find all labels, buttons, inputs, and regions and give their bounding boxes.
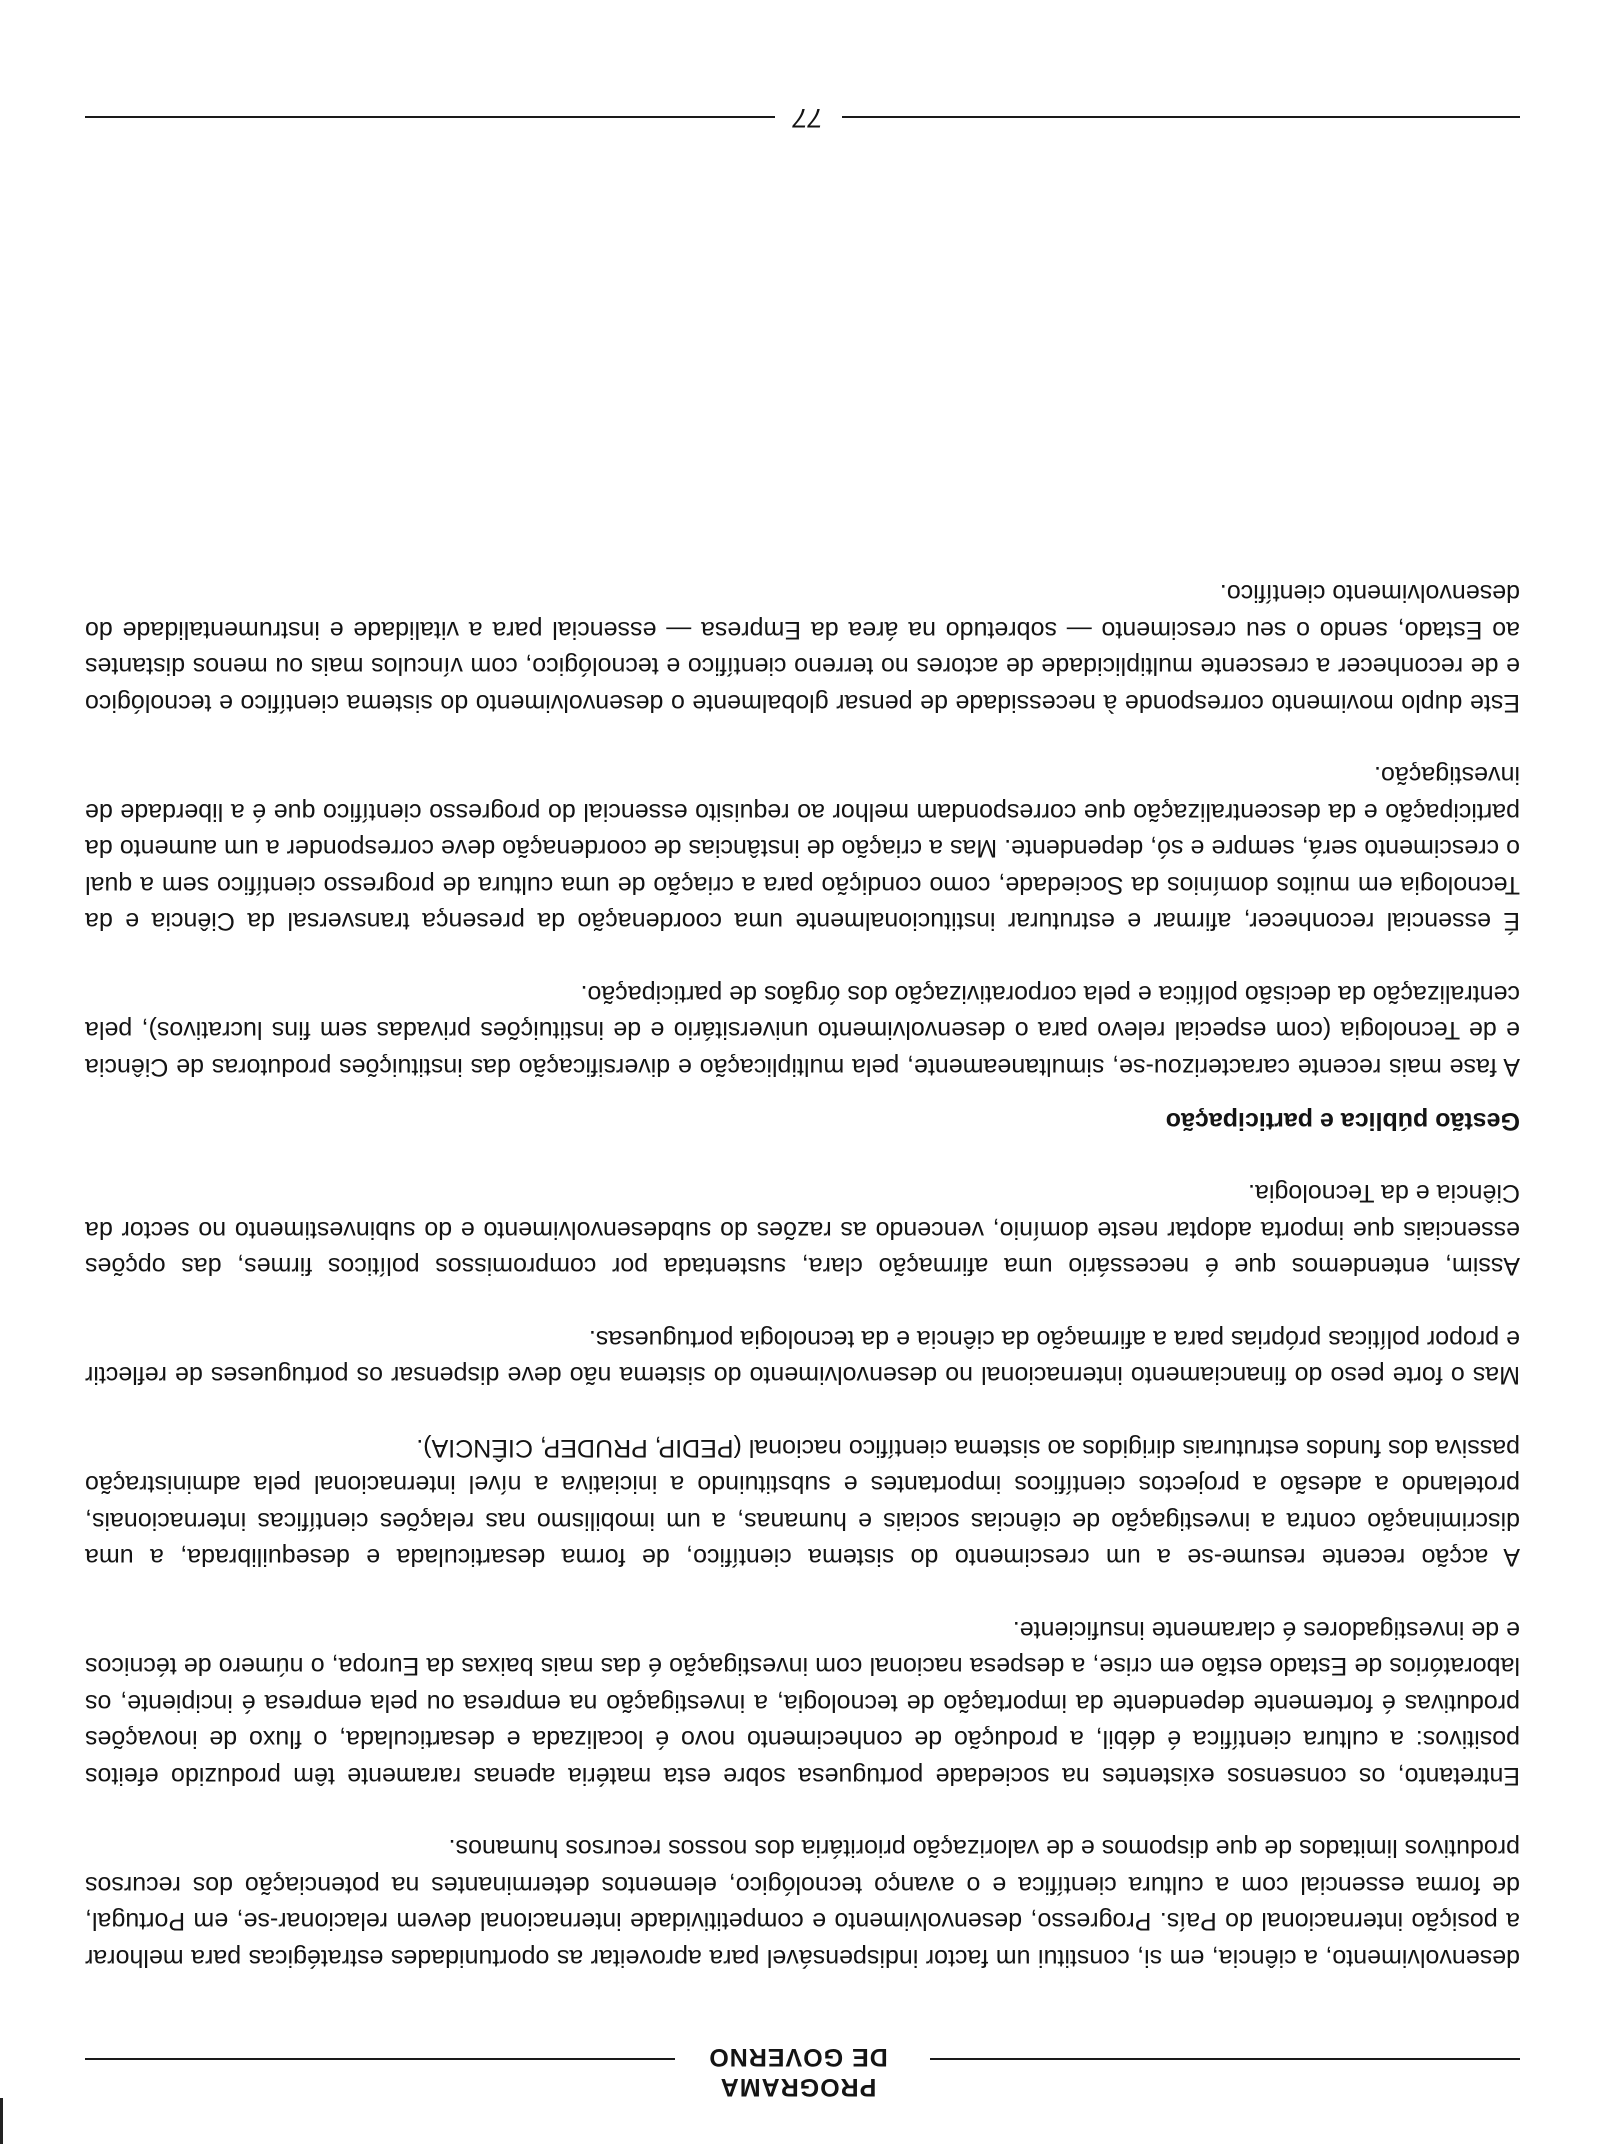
section-paragraph: Este duplo movimento corresponde à necessidade de pensar globalmente o desenvolvimento do sistema científico e tecnológico e de reconhecer a crescente multiplicidade de actores no terreno científico e tecnológico, com vínculos mais ou menos distantes ao Estado, sendo o seu crescimento — sobretudo na área da Empresa — essencial para a vitalidade e instrumentalidade do desenvolvimento científico. (85, 579, 1520, 717)
section-paragraph: É essencial reconhecer, afirmar e estruturar institucionalmente uma coordenação da presença transversal da Ciência e da Tecnologia em muitos domínios da Sociedade, como condição para a criação de uma cultura de progresso científico sem a qual o crescimento será, sempre e só, dependente. Mas a criação de instâncias de coordenação deve corresponder a um aumento da participação e da descentralização que correspondam melhor ao requisito essencial do progresso científico que é a liberdade de investigação. (85, 761, 1520, 936)
page-header (85, 2036, 1520, 2102)
paragraph: desenvolvimento, a ciência, em si, constitui um factor indispensável para aproveitar as oportunidades estratégicas para melhorar a posição internacional do País. Progresso, desenvolvimento e competitividade internacional devem relacionar-se, em Portugal, de forma essencial com a cultura científica e o avanço tecnológico, elementos determinantes na potenciação dos recursos produtivos limitados de que dispomos e de valorização prioritária dos nossos recursos humanos. (85, 1834, 1520, 1972)
header-rule-right (85, 2058, 675, 2060)
scan-edge-mark (0, 2098, 3, 2144)
header-line-2: DE GOVERNO (708, 2043, 888, 2071)
page-footer (85, 96, 1520, 136)
body-text (85, 539, 1520, 1976)
header-line-1: PROGRAMA (719, 2073, 877, 2101)
paragraph: Assim, entendemos que é necessário uma afirmação clara, sustentada por compromissos políticos firmes, das opções essenciais que importa adoptar neste domínio, vencendo as razões do subdesenvolvimento e do subinvestimento no sector da Ciência e da Tecnologia. (85, 1179, 1520, 1281)
paragraph: Entretanto, os consensos existentes na sociedade portuguesa sobre esta matéria apenas raramente têm produzido efeitos positivos: a cultura científica é débil, a produção de conhecimento novo é localizada e desarticulada, o fluxo de inovações produtivas é fortemente dependente da importação de tecnologia, a investigação na empresa ou pela empresa é incipiente, os laboratórios de Estado estão em crise, a despesa nacional com investigação é das mais baixas da Europa, o número de técnicos e de investigadores é claramente insuficiente. (85, 1616, 1520, 1790)
header-rule-left (930, 2058, 1520, 2060)
section-paragraph: A fase mais recente caracterizou-se, simultaneamente, pela multiplicação e diversificação das instituições produtoras de Ciência e de Tecnologia (com especial relevo para o desenvolvimento universitário e de instituições privadas sem fins lucrativos), pela centralização da decisão política e pela corporativização dos órgãos de participação. (85, 980, 1520, 1081)
header-title (688, 2042, 908, 2102)
paragraph: A acção recente resume-se a um crescimento do sistema científico, de forma desarticulada e desequilibrada, a uma discriminação contra a investigação de ciências sociais e humanas, a um imobilismo nas relações científicas internacionais, protelando a adesão a projectos científicos importantes e substituindo a iniciativa a nível internacional pela administração passiva dos fundos estruturais dirigidos ao sistema científico nacional (PEDIP, PRUDEP, CIÊNCIA). (85, 1434, 1520, 1572)
footer-rule-left (842, 116, 1520, 118)
footer-rule-right (85, 116, 775, 118)
section-heading: Gestão pública e participação (1165, 1107, 1520, 1135)
page-number: 77 (792, 103, 824, 133)
paragraph: Mas o forte peso do financiamento internacional no desenvolvimento do sistema não deve dispensar os portugueses de reflectir e propor políticas próprias para a afirmação da ciência e da tecnologia portuguesas. (85, 1325, 1520, 1390)
